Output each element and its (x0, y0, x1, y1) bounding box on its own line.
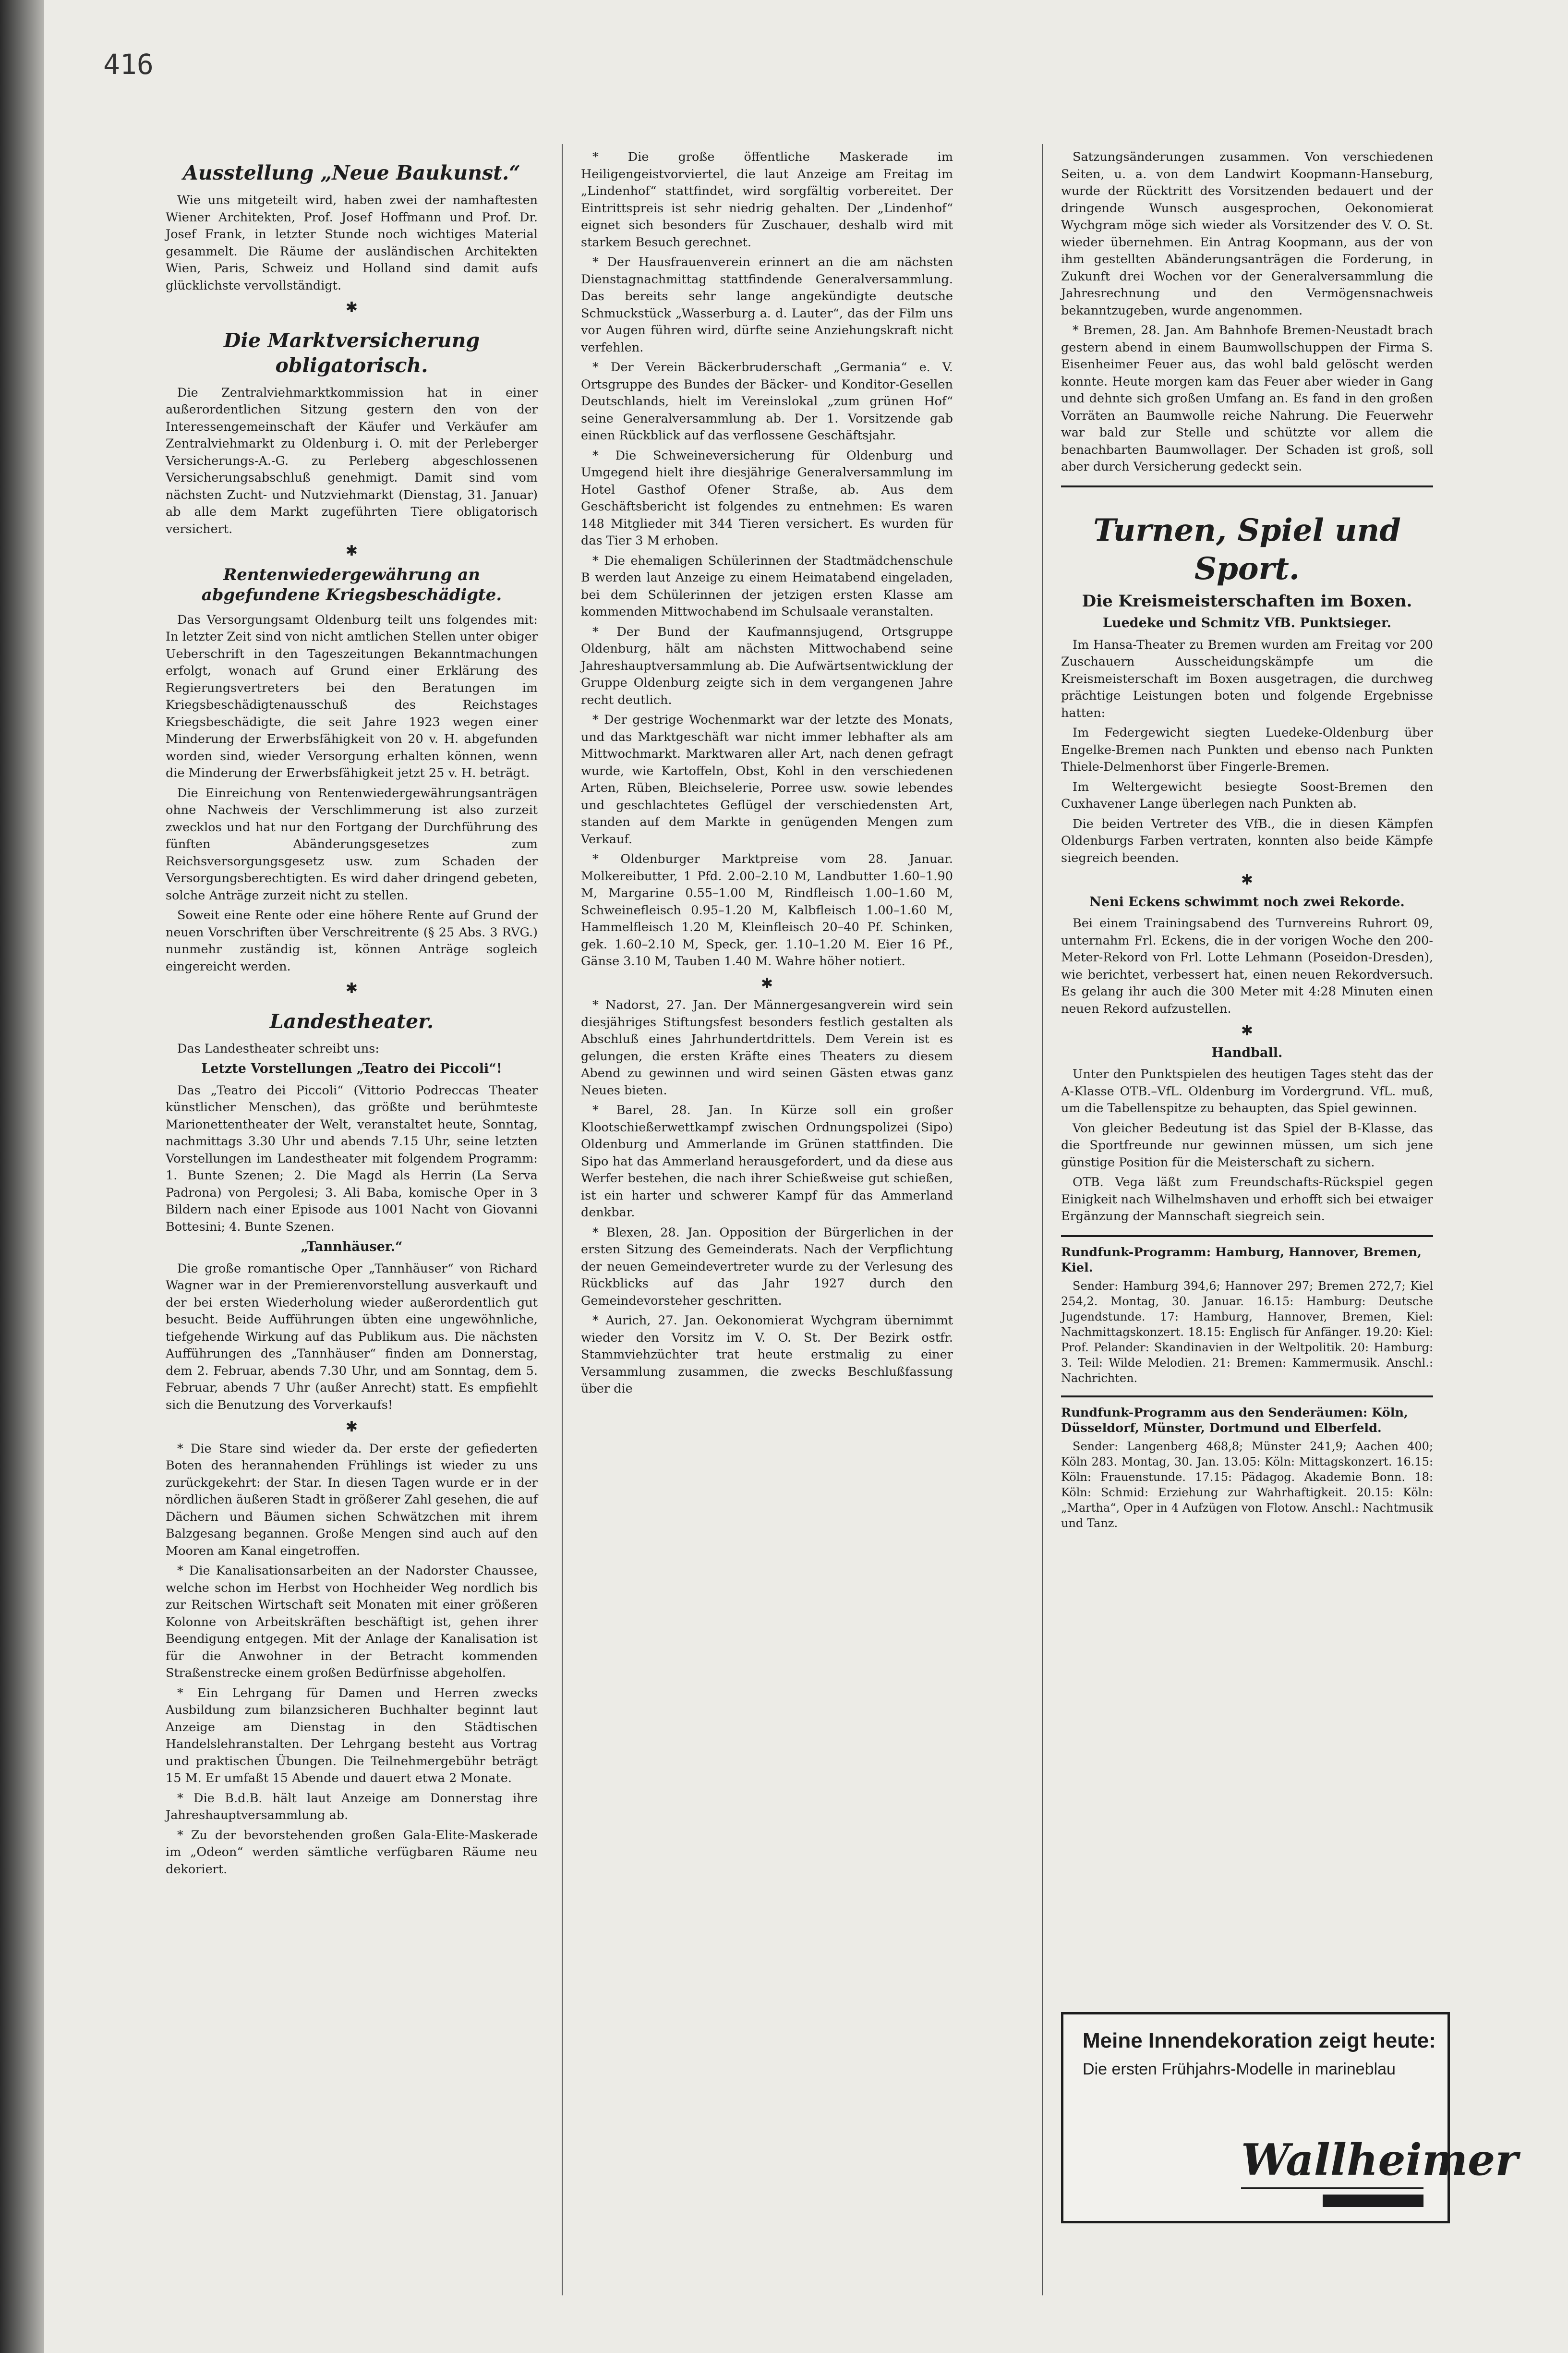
regional-news-item: * Nadorst, 27. Jan. Der Männergesangverein wird sein diesjähriges Stiftungsfest besonders festlich gestalten als Abschluß eines Jahrhundertdrittels. Dem Verein ist es gelungen, die ersten Kräfte eines Theaters zu diesem Abend zu gewinnen und wird seinen Gästen etwas ganz Neues bieten. (581, 998, 953, 1098)
sport-text: Im Weltergewicht besiegte Soost-Bremen den Cuxhavener Lange überlegen nach Punkten ab. (1061, 779, 1433, 811)
radio-program-title: Rundfunk-Programm aus den Senderäumen: Köln, Düsseldorf, Münster, Dortmund und Elberfeld. (1061, 1405, 1408, 1435)
local-news-item: * Oldenburger Marktpreise vom 28. Januar. Molkereibutter, 1 Pfd. 2.00–2.10 M, Landbutter 1.60–1.90 M, Margarine 0.55–1.00 M, Rindfleisch 1.00–1.60 M, Schweinefleisch 0.95–1.20 M, Kalbfleisch 1.00–1.60 M, Hammelfleisch 1.20 M, Kleinfleisch 20–40 Pf. Schinken, gek. 1.60–2.10 M, Speck, ger. 1.10–1.20 M. Eier 16 Pf., Gänse 3.10 M, Tauben 1.40 M. Wahre höher notiert. (581, 852, 953, 969)
article-text: Die Einreichung von Rentenwiedergewährungsanträgen ohne Nachweis der Verschlimmerung ist also zurzeit zwecklos und hat nur den Fortgang der Durchführung des fünften Abänderungsgesetzes zum Reichsversorgungsgesetz usw. zum Schaden der Versorgungsberechtigten. Es wird daher dringend gebeten, solche Anträge zurzeit nicht zu stellen. (166, 786, 538, 903)
sport-subtitle: Handball. (1211, 1045, 1283, 1060)
page-number: 416 (103, 48, 154, 81)
column-rule-right (1042, 144, 1043, 2295)
local-news-item: * Der gestrige Wochenmarkt war der letzte des Monats, und das Marktgeschäft war nicht immer lebhafter als am Mittwochmarkt. Marktwaren aller Art, nach denen gefragt wurde, wie Kartoffeln, Obst, Kohl in den verschiedenen Arten, Rüben, Bleichselerie, Porree usw. sowie lebendes und geschlachtetes Geflügel der verschiedensten Art, standen auf dem Markte in genügenden Mengen zum Verkauf. (581, 713, 953, 847)
page-binding-edge (0, 0, 44, 2353)
radio-program-text: Sender: Hamburg 394,6; Hannover 297; Bremen 272,7; Kiel 254,2. Montag, 30. Januar. 16.15: Hamburg: Deutsche Jugendstunde. 17: Hamburg, Hannover, Bremen, Kiel: Nachmittagskonzert. 18.15: Englisch für Anfänger. 19.20: Kiel: Prof. Pelander: Skandinavien in der Weltpolitik. 20: Hamburg: 3. Teil: Wilde Melodien. 21: Bremen: Kammermusik. Anschl.: Nachrichten. (1061, 1279, 1433, 1385)
article-text: Die Zentralviehmarktkommission hat in einer außerordentlichen Sitzung gestern den von der Interessengemeinschaft der Käufer und Verkäufer am Zentralviehmarkt zu Oldenburg i. O. mit der Perleberger Versicherungs-A.-G. zu Perleberg abgeschlossenen Versicherungsabschluß genehmigt. Damit sind vom nächsten Zucht- und Nutzviehmarkt (Dienstag, 31. Januar) ab alle dem Markt zugeführten Tiere obligatorisch versichert. (166, 385, 538, 536)
sport-text: Bei einem Trainingsabend des Turnvereins Ruhrort 09, unternahm Frl. Eckens, die in der vorigen Woche den 200-Meter-Rekord von Frl. Lotte Lehmann (Poseidon-Dresden), wie berichtet, verbessert hat, einen neuen Rekordversuch. Es gelang ihr auch die 300 Meter mit 4:28 Minuten einen neuen Rekord aufzustellen. (1061, 916, 1433, 1016)
local-news-item: * Der Hausfrauenverein erinnert an die am nächsten Dienstagnachmittag stattfindende Generalversammlung. Das bereits sehr lange angekündigte deutsche Schmuckstück „Wasserburg a. d. Lauter“, das der Film uns vor Augen führen wird, dürfte seine Anziehungskraft nicht verfehlen. (581, 255, 953, 355)
article-text: Wie uns mitgeteilt wird, haben zwei der namhaftesten Wiener Architekten, Prof. Josef Hoffmann und Prof. Dr. Josef Frank, in letzter Stunde noch wichtiges Material gesammelt. Die Räume der ausländischen Architekten Wien, Paris, Schweiz und Holland sind damit aufs glücklichste vervollständigt. (166, 193, 538, 293)
advertisement-box (1061, 2012, 1518, 2223)
regional-news-item: Satzungsänderungen zusammen. Von verschiedenen Seiten, u. a. von dem Landwirt Koopmann-Hanseburg, wurde der Rücktritt des Vorsitzenden bedauert und der dringende Wunsch ausgesprochen, Oekonomierat Wychgram möge sich wieder als Vorsitzender des V. O. St. wieder übernehmen. Ein Antrag Koopmann, aus der von ihm gestellten Abänderungsanträgen die Forderung, in Zukunft drei Wochen vor der Generalversammlung die Jahresrechnung und den Vermögensnachweis bekanntzugeben, wurde angenommen. (1061, 150, 1433, 318)
local-news-item: * Die Stare sind wieder da. Der erste der gefiederten Boten des herannahenden Frühlings ist wieder zu uns zurückgekehrt: der Star. In diesen Tagen wurde er in der nördlichen äußeren Stadt in größerer Zahl gesehen, die auf Dächern und Bäumen sichen Schwätzchen mit ihrem Balzgesang begannen. Große Mengen sind auch auf den Mooren am Kanal eingetroffen. (166, 1441, 538, 1558)
radio-program-box (1061, 1235, 1433, 1386)
sport-text: Die beiden Vertreter des VfB., die in diesen Kämpfen Oldenburgs Farben vertraten, konnten also beide Kämpfe siegreich beenden. (1061, 816, 1433, 865)
radio-program-box (1061, 1395, 1433, 1531)
regional-news-item: * Aurich, 27. Jan. Oekonomierat Wychgram übernimmt wieder den Vorsitz im V. O. St. Der Bezirk ostfr. Stammviehzüchter trat heute erstmalig zu einer Versammlung zusammen, die zwecks Beschlußfassung über die (581, 1313, 953, 1396)
separator-star: ✱ (345, 1419, 358, 1435)
sport-subtitle: Die Kreismeisterschaften im Boxen. (1082, 591, 1412, 611)
section-title-sport: Turnen, Spiel und Sport. (1093, 512, 1401, 587)
local-news-item: * Der Verein Bäckerbruderschaft „Germania“ e. V. Ortsgruppe des Bundes der Bäcker- und Konditor-Gesellen Deutschlands, hielt im Vereinslokal „zum grünen Hof“ seine Generalversammlung ab. Der 1. Vorsitzende gab einen Rückblick auf das verflossene Geschäftsjahr. (581, 360, 953, 443)
separator-star: ✱ (760, 975, 773, 992)
article-text: Das Landestheater schreibt uns: (177, 1041, 379, 1056)
local-news-item: * Die Schweineversicherung für Oldenburg und Umgegend hielt ihre diesjährige Generalversammlung im Hotel Gasthof Ofener Straße, ab. Aus dem Geschäftsbericht ist folgendes zu entnehmen: Es waren 148 Mitglieder mit 344 Tieren versichert. Es wurden für das Tier 3 M erhoben. (581, 448, 953, 548)
ad-logo-underline (1241, 2187, 1423, 2189)
ad-headline: Meine Innendekoration zeigt heute: (1083, 2029, 1436, 2052)
ad-logo-bar (1323, 2195, 1423, 2207)
article-subtitle: „Tannhäuser.“ (301, 1239, 403, 1254)
sport-subtitle: Luedeke und Schmitz VfB. Punktsieger. (1102, 616, 1392, 631)
separator-star: ✱ (345, 299, 358, 316)
regional-news-item: * Blexen, 28. Jan. Opposition der Bürgerlichen in der ersten Sitzung des Gemeinderats. Nach der Verpflichtung der neuen Gemeindevertreter wurde zu der Verlesung des Rückblicks auf das Jahr 1927 durch den Gemeindevorsteher geschritten. (581, 1225, 953, 1308)
article-title-rente: Rentenwiedergewährung an abgefundene Kriegsbeschädigte. (201, 565, 502, 605)
sport-text: Im Hansa-Theater zu Bremen wurden am Freitag vor 200 Zuschauern Ausscheidungskämpfe um die Kreismeisterschaft im Boxen ausgetragen, die durchweg prächtige Leistungen boten und folgende Ergebnisse hatten: (1061, 637, 1433, 720)
local-news-item: * Die ehemaligen Schülerinnen der Stadtmädchenschule B werden laut Anzeige zu einem Heimatabend eingeladen, bei dem Schülerinnen der jetzigen ersten Klasse am kommenden Mittwochabend im Schulsaale veranstalten. (581, 553, 953, 619)
local-news-item: * Der Bund der Kaufmannsjugend, Ortsgruppe Oldenburg, hält am nächsten Mittwochabend seine Jahreshauptversammlung ab. Die Aufwärtsentwicklung der Gruppe Oldenburg zeigte sich in dem vergangenen Jahre recht deutlich. (581, 624, 953, 707)
local-news-item: * Die B.d.B. hält laut Anzeige am Donnerstag ihre Jahreshauptversammlung ab. (166, 1791, 538, 1822)
separator-star: ✱ (1241, 872, 1254, 888)
sport-text: Unter den Punktspielen des heutigen Tages steht das der A-Klasse OTB.–VfL. Oldenburg im Vordergrund. VfL. muß, um die Tabellenspitze zu behaupten, das Spiel gewinnen. (1061, 1067, 1433, 1116)
ad-logo: Wallheimer (1241, 2135, 1518, 2185)
regional-news-item: * Bremen, 28. Jan. Am Bahnhofe Bremen-Neustadt brach gestern abend in einem Baumwollschuppen der Firma S. Eisenheimer Feuer aus, das wohl bald gelöscht werden konnte. Heute morgen kam das Feuer aber wieder in Gang und dehnte sich großen Umfang an. Es fand in den großen Vorräten an Baumwolle reiche Nahrung. Die Feuerwehr war bald zur Stelle und schützte vor allem die benachbarten Baumwollager. Der Schaden ist groß, soll aber durch Versicherung gedeckt sein. (1061, 323, 1433, 474)
sport-text: Von gleicher Bedeutung ist das Spiel der B-Klasse, das die Sportfreunde nur gewinnen müssen, um sich jene günstige Position für die Meisterschaft zu sichern. (1061, 1121, 1433, 1170)
separator-star: ✱ (1241, 1022, 1254, 1039)
local-news-item: * Zu der bevorstehenden großen Gala-Elite-Maskerade im „Odeon“ werden sämtliche verfügbaren Räume neu dekoriert. (166, 1828, 538, 1877)
section-divider (1061, 485, 1433, 487)
separator-star: ✱ (345, 980, 358, 997)
sport-text: OTB. Vega läßt zum Freundschafts-Rückspiel gegen Einigkeit nach Wilhelmshaven und erhofft sich bei etwaiger Ergänzung der Mannschaft siegreich sein. (1061, 1175, 1433, 1224)
article-subtitle: Letzte Vorstellungen „Teatro dei Piccoli“! (201, 1061, 502, 1076)
column-rule-left (562, 144, 563, 2295)
ad-subline: Die ersten Frühjahrs-Modelle in marineblau (1083, 2060, 1396, 2078)
local-news-item: * Die Kanalisationsarbeiten an der Nadorster Chaussee, welche schon im Herbst von Hochheider Weg nordlich bis zur Reitschen Wirtschaft seit Monaten mit einer größeren Kolonne von Arbeitskräften beschäftigt ist, gehen ihrer Beendigung entgegen. Mit der Anlage der Kanalisation ist für die Anwohner in der Betracht kommenden Straßenstrecke einem großen Bedürfnisse abgeholfen. (166, 1564, 538, 1680)
article-title-ausstellung: Ausstellung „Neue Baukunst.“ (183, 161, 520, 184)
article-text: Das Versorgungsamt Oldenburg teilt uns folgendes mit: In letzter Zeit sind von nicht amtlichen Stellen unter obiger Ueberschrift in den Tageszeitungen Bekanntmachungen erfolgt, wonach auf Grund einer Erklärung des Regierungsvertreters bei den Beratungen im Kriegsbeschädigtenausschuß des Reichstages Kriegsbeschädigte, die seit Jahre 1923 wegen einer Minderung der Erwerbsfähigkeit von 20 v. H. abgefunden worden sind, wieder Versorgung erhalten können, wenn die Minderung der Erwerbsfähigkeit jetzt 25 v. H. beträgt. (166, 612, 538, 780)
local-news-item: * Ein Lehrgang für Damen und Herren zwecks Ausbildung zum bilanzsicheren Buchhalter beginnt laut Anzeige am Dienstag in den Städtischen Handelslehranstalten. Der Lehrgang besteht aus Vortrag und praktischen Übungen. Die Teilnehmergebühr beträgt 15 M. Er umfaßt 15 Abende und dauert etwa 2 Monate. (166, 1686, 538, 1785)
column-left (166, 149, 538, 1881)
separator-star: ✱ (345, 543, 358, 559)
column-middle (581, 149, 953, 1401)
article-title-theater: Landestheater. (269, 1009, 434, 1033)
radio-program-text: Sender: Langenberg 468,8; Münster 241,9; Aachen 400; Köln 283. Montag, 30. Jan. 13.05: Köln: Mittagskonzert. 16.15: Köln: Frauenstunde. 17.15: Pädagog. Akademie Bonn. 18: Köln: Schmid: Erziehung zur Wahrhaftigkeit. 20.15: Köln: „Martha“, Oper in 4 Aufzügen von Flotow. Anschl.: Nachtmusik und Tanz. (1061, 1439, 1433, 1530)
regional-news-item: * Barel, 28. Jan. In Kürze soll ein großer Klootschießerwettkampf zwischen Ordnungspolizei (Sipo) Oldenburg und Ammerlande im Grünen stattfinden. Die Sipo hat das Ammerland herausgefordert, und da diese aus Werfer bestehen, die nach ihrer Schießweise gut schießen, ist ein harter und schwerer Kampf für das Ammerland denkbar. (581, 1103, 953, 1220)
article-title-markt: Die Marktversicherung obligatorisch. (223, 328, 480, 377)
local-news-item: * Die große öffentliche Maskerade im Heiligengeistvorviertel, die laut Anzeige am Freitag im „Lindenhof“ stattfindet, wird sorgfältig vorbereitet. Der Eintrittspreis ist sehr niedrig gehalten. Der „Lindenhof“ eignet sich besonders für Zuschauer, deshalb wird mit starkem Besuch gerechnet. (581, 150, 953, 250)
radio-program-title: Rundfunk-Programm: Hamburg, Hannover, Bremen, Kiel. (1061, 1245, 1422, 1275)
sport-subtitle: Neni Eckens schwimmt noch zwei Rekorde. (1089, 894, 1405, 910)
sport-text: Im Federgewicht siegten Luedeke-Oldenburg über Engelke-Bremen nach Punkten und ebenso nach Punkten Thiele-Delmenhorst über Fingerle-Bremen. (1061, 726, 1433, 774)
column-right (1061, 149, 1433, 1534)
article-text: Soweit eine Rente oder eine höhere Rente auf Grund der neuen Vorschriften über Verschreitrente (§ 25 Abs. 3 RVG.) nunmehr zuständig ist, können Anträge sogleich eingereicht werden. (166, 908, 538, 974)
article-text: Das „Teatro dei Piccoli“ (Vittorio Podreccas Theater künstlicher Menschen), das größte und berühmteste Marionettentheater der Welt, veranstaltet heute, Sonntag, nachmittags 3.30 Uhr und abends 7.15 Uhr, seine letzten Vorstellungen im Landestheater mit folgendem Programm: 1. Bunte Szenen; 2. Die Magd als Herrin (La Serva Padrona) von Pergolesi; 3. Ali Baba, komische Oper in 3 Bildern nach einer Episode aus 1001 Nacht von Giovanni Bottesini; 4. Bunte Szenen. (166, 1083, 538, 1234)
article-text: Die große romantische Oper „Tannhäuser“ von Richard Wagner war in der Premierenvorstellung ausverkauft und der bei ersten Wiederholung wieder außerordentlich gut besucht. Beide Aufführungen übten eine ungewöhnliche, tiefgehende Wirkung auf das Publikum aus. Die nächsten Aufführungen des „Tannhäuser“ finden am Donnerstag, dem 2. Februar, abends 7.30 Uhr, und am Sonntag, dem 5. Februar, abends 7 Uhr (außer Anrecht) statt. Es empfiehlt sich die Benutzung des Vorverkaufs! (166, 1261, 538, 1412)
